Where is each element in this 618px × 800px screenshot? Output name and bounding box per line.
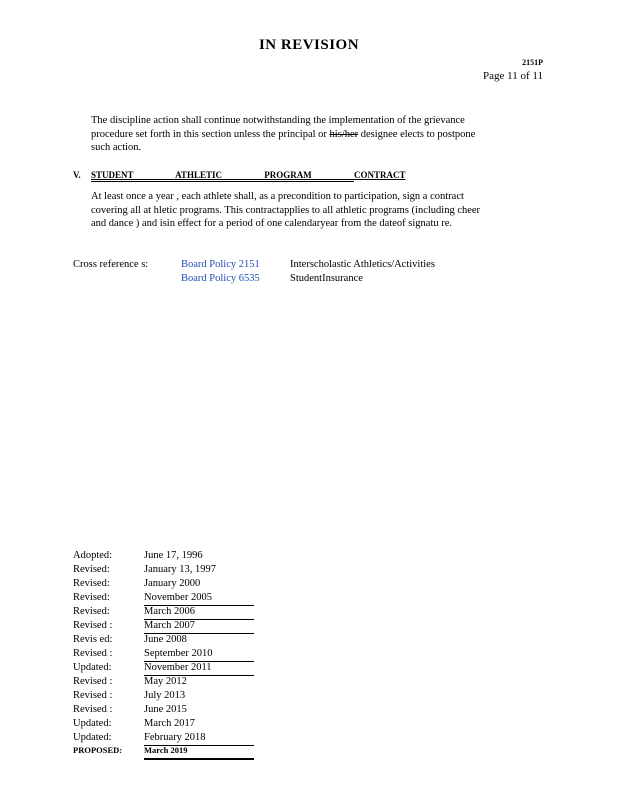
policy-link-2151[interactable]: Board Policy 2151 (181, 259, 260, 270)
cross-reference-item (181, 259, 435, 270)
history-date: July 2013 (144, 690, 186, 701)
history-label: Revised: (73, 578, 110, 589)
history-date: March 2019 (144, 745, 188, 755)
history-date: June 2015 (144, 704, 187, 715)
section-number: V. (73, 170, 81, 180)
history-label: Revised : (73, 704, 113, 715)
cross-reference-item (181, 273, 363, 284)
history-date: May 2012 (144, 676, 187, 687)
history-label: Revised : (73, 690, 113, 701)
paragraph-line (91, 128, 475, 142)
history-label: Revised: (73, 564, 110, 575)
history-date: November 2011 (144, 662, 212, 673)
paragraph-text: designee elects to postpone (358, 128, 476, 140)
contract-paragraph (91, 190, 480, 231)
history-label: PROPOSED: (73, 745, 123, 755)
history-date: January 13, 1997 (144, 564, 217, 575)
section-title: STUDENT ATHLETIC PROGRAM CONTRACT (91, 170, 406, 180)
history-date: March 2017 (144, 718, 196, 729)
paragraph-line: The discipline action shall continue notwithstanding the implementation of the grievance (91, 115, 465, 126)
history-date: March 2006 (144, 606, 196, 617)
history-label: Revised : (73, 620, 113, 631)
history-label: Revised: (73, 592, 110, 603)
history-date: November 2005 (144, 592, 212, 603)
section-rule (91, 181, 354, 182)
policy-number: 2151P (522, 58, 543, 67)
history-label: Updated: (73, 732, 112, 743)
paragraph-line: covering all at hletic programs. This contractapplies to all athletic programs (including cheer (91, 204, 481, 216)
paragraph-text: procedure set forth in this section unless the principal or (91, 128, 330, 140)
history-date: September 2010 (144, 648, 213, 659)
history-label: Revised : (73, 676, 113, 687)
history-date: January 2000 (144, 578, 201, 589)
discipline-paragraph (91, 114, 475, 155)
history-label: Revised: (73, 606, 110, 617)
paragraph-line: such action. (91, 142, 142, 153)
history-label: Revised : (73, 648, 113, 659)
history-label: Revis ed: (73, 634, 113, 645)
history-underline (144, 758, 254, 760)
policy-link-6535[interactable]: Board Policy 6535 (181, 273, 260, 284)
history-label: Updated: (73, 718, 112, 729)
policy-title: Interscholastic Athletics/Activities (290, 259, 435, 270)
history-label: Updated: (73, 662, 112, 673)
page-title: IN REVISION (258, 37, 360, 53)
paragraph-line: At least once a year , each athlete shall, as a precondition to participation, sign a contract (91, 191, 464, 202)
cross-reference-label: Cross reference s: (73, 259, 149, 270)
history-label: Adopted: (73, 550, 113, 561)
struck-text: his/her (329, 128, 359, 140)
paragraph-line: and dance ) and isin effect for a period of one calendaryear from the dateof signatu re. (91, 218, 453, 229)
history-date: June 2008 (144, 634, 187, 645)
policy-title: StudentInsurance (290, 273, 363, 284)
history-date: June 17, 1996 (144, 550, 203, 561)
history-date: February 2018 (144, 732, 206, 743)
page-number: Page 11 of 11 (483, 70, 543, 82)
history-date: March 2007 (144, 620, 196, 631)
